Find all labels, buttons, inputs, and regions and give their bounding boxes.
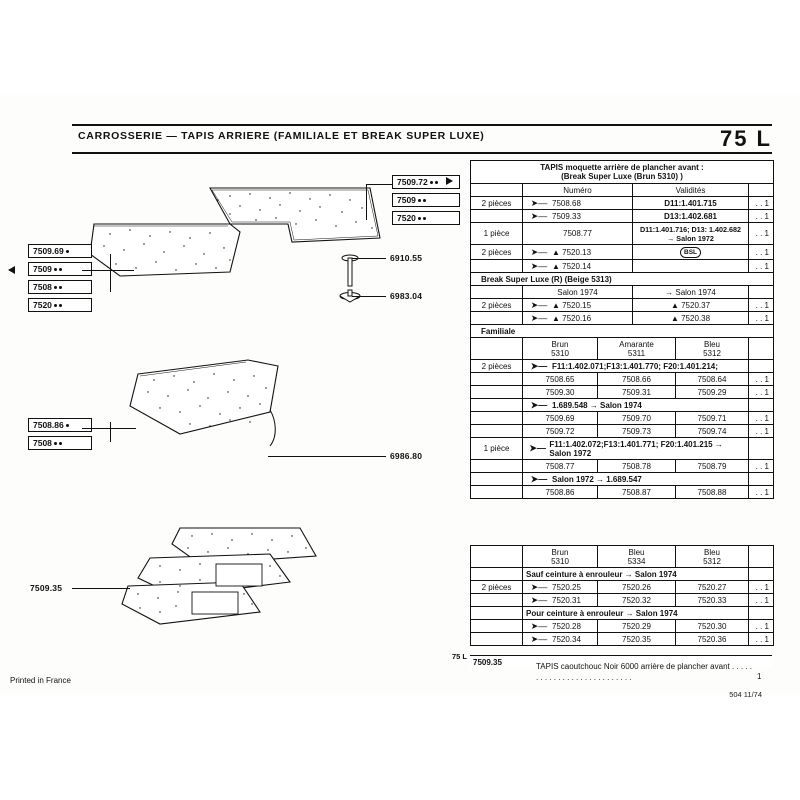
label-6986-80: 6986.80: [390, 451, 423, 461]
screw-illustration: [336, 250, 376, 310]
cell-qty-one: . . 1: [755, 313, 769, 323]
cell-number-b: 7520.35: [598, 633, 676, 645]
leader-mid-1: [82, 428, 136, 429]
label-7508-mid: 7508: [28, 436, 92, 450]
cell-qty-one: . . 1: [755, 211, 769, 221]
cell-number-c: 7520.27: [676, 581, 749, 593]
table2-head: [471, 546, 773, 568]
cell-qty: [471, 399, 523, 411]
cell-qty: [471, 386, 523, 398]
cell-number: ▲ 7520.14: [552, 261, 592, 271]
section3-head-c3-l1: Bleu: [703, 339, 720, 349]
cell-qty-one: [749, 568, 773, 580]
arrow-symbol-icon: ➤—: [530, 246, 548, 257]
section2-head-c2: → Salon 1974: [633, 286, 749, 298]
table-row: [471, 412, 773, 425]
arrow-symbol-icon: ➤—: [530, 399, 548, 410]
head-qty-blank: [471, 184, 523, 196]
section3-head-c2-l2: 5311: [627, 348, 646, 358]
label-7509-69: 7509.69: [28, 244, 92, 258]
cell-qty-one: [749, 438, 773, 459]
head-one-blank: [749, 184, 773, 196]
leader-7509-35: [72, 588, 130, 589]
section2-head-c1: Salon 1974: [523, 286, 633, 298]
section3-head-c2-l1: Amarante: [619, 339, 654, 349]
carpet-illustration-middle: [120, 350, 320, 460]
cell-qty-one: . . 1: [755, 229, 769, 238]
cell-number-a: 7509.69: [523, 412, 598, 424]
cell-number-c: 7520.36: [676, 633, 749, 645]
table-row: [471, 210, 773, 223]
cell-qty: 1 pièce: [471, 223, 523, 244]
label-7509-left: 7509: [28, 262, 92, 276]
table-main-title-line1: TAPIS moquette arrière de plancher avant :: [540, 163, 704, 172]
cell-number-c: 7520.33: [676, 594, 749, 606]
footnote-ref: 7509.35: [473, 657, 502, 667]
arrow-top-right: [446, 177, 453, 185]
section2-title: Break Super Luxe (R) (Beige 5313): [481, 274, 612, 284]
table-section2-head: [471, 286, 773, 299]
cell-qty: [471, 373, 523, 385]
arrow-symbol-icon: ➤—: [530, 620, 548, 631]
cell-number-b: 7508.66: [598, 373, 676, 385]
arrow-symbol-icon: ➤—: [530, 210, 548, 221]
cell-qty-one: . . 1: [755, 634, 769, 644]
cell-number-b: 7508.87: [598, 486, 676, 498]
footnote-qty: 1: [757, 672, 762, 681]
cell-number-a: 7520.31: [552, 595, 581, 605]
section2-head-blank: [471, 286, 523, 298]
cell-number-a: 7520.25: [552, 582, 581, 592]
cell-qty-one: . . 1: [755, 621, 769, 631]
cell-span: 1.689.548 → Salon 1974: [552, 400, 642, 410]
table-row: [471, 607, 773, 620]
cell-validity: D13:1.402.681: [633, 210, 749, 222]
cell-number-c: 7509.29: [676, 386, 749, 398]
cell-number: ▲ 7520.15: [552, 300, 592, 310]
table2-head-c2-l1: Bleu: [628, 547, 645, 557]
table-row: [471, 197, 773, 210]
cell-qty-one: . . 1: [755, 374, 769, 384]
table-row: [471, 245, 773, 260]
table-section3-head: [471, 338, 773, 360]
table-row: [471, 399, 773, 412]
page-number: 75 L: [719, 126, 772, 151]
leader-6986: [268, 456, 386, 457]
table-row: [471, 486, 773, 498]
cell-number: 7508.68: [552, 198, 581, 208]
cell-qty: [471, 633, 523, 645]
cell-qty-one: [749, 607, 773, 619]
page-tag: 75 L: [452, 652, 468, 661]
table2-head-c1-l2: 5310: [551, 556, 569, 566]
cell-span: F11:1.402.071;F13:1.401.770; F20:1.401.214;: [552, 361, 718, 371]
cell-validity: D11:1.401.716; D13: 1.402.682 → Salon 1972: [633, 223, 749, 244]
cell-span: Salon 1972 → 1.689.547: [552, 474, 642, 484]
table-main-title: [471, 161, 773, 184]
label-7509-top: 7509: [392, 193, 460, 207]
cell-qty: [471, 568, 523, 580]
cell-qty: 2 pièces: [471, 245, 523, 259]
section3-head-one: [749, 338, 773, 359]
table-section3-title-row: [471, 325, 773, 338]
leader-6983: [352, 296, 386, 297]
leader-top-1: [366, 184, 392, 185]
cell-number-c: 7508.64: [676, 373, 749, 385]
label-6910-55: 6910.55: [390, 253, 423, 263]
arrow-symbol-icon: ➤—: [530, 594, 548, 605]
cell-qty-one: . . 1: [755, 582, 769, 592]
parts-table-main: [470, 160, 774, 499]
arrow-symbol-icon: ➤—: [530, 312, 548, 323]
arrow-symbol-icon: ➤—: [529, 443, 546, 453]
leader-6910: [352, 258, 386, 259]
cell-number-b: ▲ 7520.37: [633, 299, 749, 311]
cell-qty-one: . . 1: [755, 595, 769, 605]
printed-in-france: Printed in France: [10, 676, 71, 685]
table-row: [471, 460, 773, 473]
table-row: [471, 594, 773, 607]
cell-number-b: 7520.32: [598, 594, 676, 606]
cell-qty: [471, 594, 523, 606]
table-main-head: [471, 184, 773, 197]
section3-head-c1-l2: 5310: [551, 348, 569, 358]
label-7520-left: 7520: [28, 298, 92, 312]
cell-number-b: ▲ 7520.38: [633, 312, 749, 324]
cell-qty-one: . . 1: [755, 413, 769, 423]
label-7509-35: 7509.35: [30, 583, 63, 593]
cell-number: 7509.33: [552, 211, 581, 221]
cell-qty-one: . . 1: [755, 247, 769, 257]
cell-qty: 2 pièces: [471, 360, 523, 372]
cell-qty-one: . . 1: [755, 198, 769, 208]
label-7508-left: 7508: [28, 280, 92, 294]
carpet-illustration-bottom: [120, 520, 340, 640]
cell-subtitle: Sauf ceinture à enrouleur → Salon 1974: [523, 568, 749, 580]
cell-qty: [471, 620, 523, 632]
header-rule-top: [72, 124, 772, 126]
cell-qty: [471, 425, 523, 437]
section3-head-c3-l2: 5312: [703, 348, 721, 358]
arrow-symbol-icon: ➤—: [530, 197, 548, 208]
cell-span: F11:1.402.072;F13:1.401.771; F20:1.401.215 → Salon 1972: [549, 439, 723, 458]
table-section2-title-row: [471, 273, 773, 286]
arrow-symbol-icon: ➤—: [530, 360, 548, 371]
arrow-left-1: [8, 266, 15, 274]
table-row: [471, 299, 773, 312]
cell-number-c: 7509.74: [676, 425, 749, 437]
table-main-title-line2: (Break Super Luxe (Brun 5310) ): [561, 172, 683, 181]
leader-left-v: [110, 254, 111, 292]
cell-qty-one: . . 1: [755, 387, 769, 397]
arrow-symbol-icon: ➤—: [530, 299, 548, 310]
cell-qty: [471, 210, 523, 222]
cell-qty: [471, 473, 523, 485]
table-row: [471, 360, 773, 373]
table-row: [471, 260, 773, 273]
arrow-symbol-icon: ➤—: [530, 260, 548, 271]
cell-subtitle: Pour ceinture à enrouleur → Salon 1974: [523, 607, 749, 619]
leader-mid-v: [110, 422, 111, 442]
bottom-code: 504 11/74: [729, 690, 762, 699]
section3-title: Familiale: [481, 326, 516, 336]
label-6983-04: 6983.04: [390, 291, 423, 301]
parts-table-secondary: [470, 545, 774, 646]
head-numero: Numéro: [523, 184, 633, 196]
cell-qty: 2 pièces: [471, 299, 523, 311]
section2-head-one: [749, 286, 773, 298]
cell-number-b: 7509.31: [598, 386, 676, 398]
badge-icon: BSL: [680, 247, 701, 258]
page-title: CARROSSERIE — TAPIS ARRIERE (FAMILIALE ET BREAK SUPER LUXE): [78, 130, 485, 142]
table2-head-c3-l1: Bleu: [703, 547, 720, 557]
label-7520-top: 7520: [392, 211, 460, 225]
cell-number-a: 7508.77: [523, 460, 598, 472]
cell-qty-one: [749, 399, 773, 411]
cell-number-c: 7520.30: [676, 620, 749, 632]
table-row: [471, 633, 773, 645]
cell-qty: [471, 607, 523, 619]
cell-qty: [471, 460, 523, 472]
cell-qty: 1 pièce: [471, 438, 523, 459]
cell-qty-one: . . 1: [755, 487, 769, 497]
table2-head-one: [749, 546, 773, 567]
cell-number-c: 7508.79: [676, 460, 749, 472]
leader-left-1: [82, 270, 134, 271]
table-row: [471, 386, 773, 399]
cell-number-b: 7508.78: [598, 460, 676, 472]
cell-qty-one: [749, 473, 773, 485]
cell-number-a: 7520.34: [552, 634, 581, 644]
table-row: [471, 568, 773, 581]
cell-qty: [471, 260, 523, 272]
table-row: [471, 312, 773, 325]
table-row: [471, 425, 773, 438]
section3-head-blank: [471, 338, 523, 359]
cell-qty-one: . . 1: [755, 300, 769, 310]
cell-qty-one: . . 1: [755, 426, 769, 436]
cell-number-a: 7508.86: [523, 486, 598, 498]
table-row: [471, 373, 773, 386]
cell-number-b: 7520.29: [598, 620, 676, 632]
table2-head-c1-l1: Brun: [551, 547, 569, 557]
cell-qty: [471, 312, 523, 324]
table2-head-c3-l2: 5312: [703, 556, 721, 566]
cell-qty: [471, 486, 523, 498]
cell-qty-one: [749, 360, 773, 372]
cell-number-a: 7508.65: [523, 373, 598, 385]
table-row: [471, 438, 773, 460]
table-row: [471, 620, 773, 633]
cell-number-b: 7509.73: [598, 425, 676, 437]
cell-number: 7508.77: [523, 223, 633, 244]
cell-number-a: 7509.30: [523, 386, 598, 398]
arrow-symbol-icon: ➤—: [530, 581, 548, 592]
cell-number-a: 7509.72: [523, 425, 598, 437]
cell-number-b: 7509.70: [598, 412, 676, 424]
cell-number-b: 7520.26: [598, 581, 676, 593]
arrow-symbol-icon: ➤—: [530, 473, 548, 484]
arrow-symbol-icon: ➤—: [530, 633, 548, 644]
cell-qty-one: . . 1: [755, 261, 769, 271]
label-7509-72: 7509.72: [392, 175, 460, 189]
cell-number-c: 7508.88: [676, 486, 749, 498]
table-row: [471, 473, 773, 486]
section3-head-c1-l1: Brun: [551, 339, 569, 349]
cell-number-a: 7520.28: [552, 621, 581, 631]
illustration-area: [0, 150, 470, 680]
table-row: [471, 581, 773, 594]
head-validites: Validités: [633, 184, 749, 196]
cell-qty: [471, 412, 523, 424]
table2-head-c2-l2: 5334: [627, 556, 646, 566]
cell-number: ▲ 7520.13: [552, 247, 592, 257]
table2-head-blank: [471, 546, 523, 567]
footnote-text: TAPIS caoutchouc Noir 6000 arrière de plancher avant . . . . . . . . . . . . . . . . . . . . . . . . . . .: [536, 662, 752, 682]
cell-qty-one: . . 1: [755, 461, 769, 471]
leader-top-v: [366, 184, 367, 220]
cell-qty: 2 pièces: [471, 197, 523, 209]
table-row: [471, 223, 773, 245]
cell-validity: D11:1.401.715: [633, 197, 749, 209]
cell-validity: [633, 260, 749, 272]
cell-number-c: 7509.71: [676, 412, 749, 424]
cell-qty: 2 pièces: [471, 581, 523, 593]
cell-number: ▲ 7520.16: [552, 313, 592, 323]
label-7508-86: 7508.86: [28, 418, 92, 432]
